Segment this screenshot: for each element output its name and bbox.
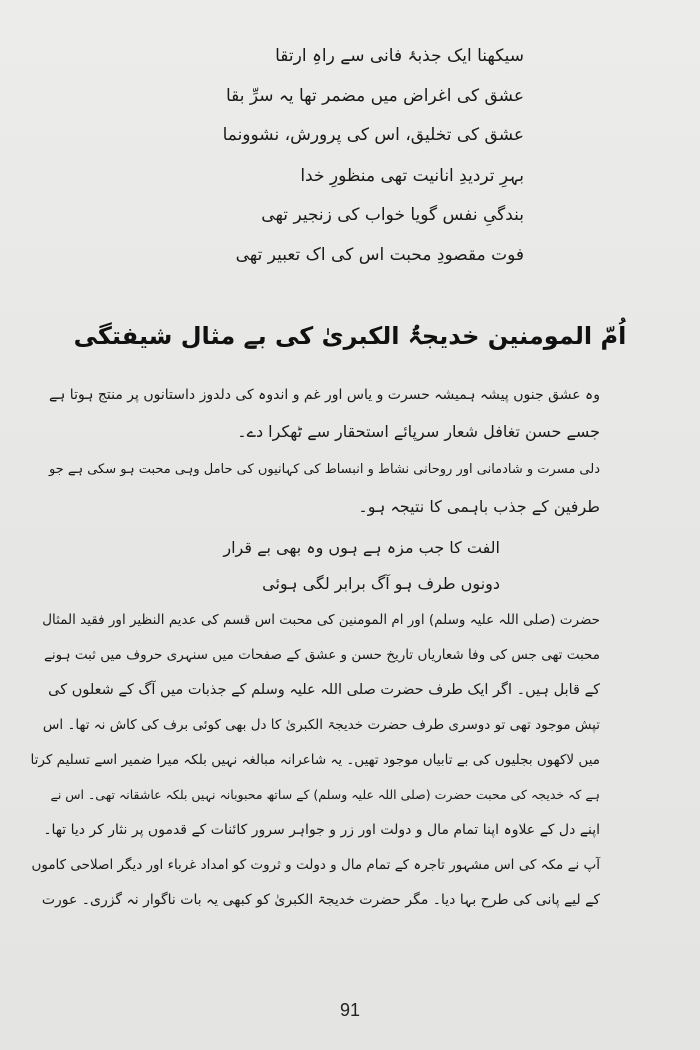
verse-line: فوت مقصودِ محبت اس کی اک تعبیر تھی [235,245,524,265]
section-heading [0,322,700,350]
text-line: وہ عشق جنوں پیشہ ہمیشہ حسرت و یاس اور غم و اندوہ کی دلدوز داستانوں پر منتج ہوتا ہے [48,387,600,403]
text-line: تپش موجود تھی تو دوسری طرف حضرت خدیجۃ الکبریٰ کا دل بھی کوئی برف کی کاش نہ تھا۔ اس [42,717,600,733]
verse-line: سیکھنا ایک جذبۂ فانی سے راہِ ارتقا [275,46,524,66]
text-line: کے لیے پانی کی طرح بہا دیا۔ مگر حضرت خدیجۃ الکبریٰ کو کبھی یہ بات ناگوار نہ گزری۔ عورت [41,892,600,908]
text-line: ہے کہ خدیجہ کی محبت حضرت (صلی اللہ علیہ وسلم) کے ساتھ محبوبانہ نہیں بلکہ عاشقانہ تھی۔ اس نے [50,787,600,802]
text-line: آپ نے مکہ کی اس مشہور تاجرہ کے تمام مال و دولت و ثروت کو امداد غرباء اور دیگر اصلاحی کاموں [31,857,600,873]
page-number: 91 [339,1000,361,1020]
verse-line: الفت کا جب مزہ ہے ہوں وہ بھی بے قرار [223,538,500,557]
verse-line: عشق کی تخلیق، اس کی پرورش، نشوونما [222,125,524,145]
text-line: میں لاکھوں بجلیوں کی بے تابیاں موجود تھیں۔ یہ شاعرانہ مبالغہ نہیں بلکہ میرا ضمیر اسے تسلیم کرتا [30,752,600,768]
text-line: جسے حسن تغافل شعار سرپائے استحقار سے ٹھکرا دے۔ [237,422,600,441]
verse-line: دونوں طرف ہو آگ برابر لگی ہوئی [262,574,500,593]
text-line: حضرت (صلی اللہ علیہ وسلم) اور ام المومنین کی محبت اس قسم کی عدیم النظیر اور فقید المثال [42,612,600,628]
section-heading-text: اُمّ المومنین خدیجۃُ الکبریٰ کی بے مثال شیفتگی [73,322,627,350]
text-line: محبت تھی جس کی وفا شعاریاں تاریخ حسن و عشق کے صفحات میں سنہری حروف میں ثبت ہونے [43,647,600,663]
verse-line: بہرِ تردیدِ انانیت تھی منظورِ خدا [300,166,524,186]
verse-line: بندگیِ نفس گویا خواب کی زنجیر تھی [261,205,524,225]
text-line: کے قابل ہیں۔ اگر ایک طرف حضرت صلی اللہ علیہ وسلم کے جذبات میں آگ کے شعلوں کی [48,682,600,698]
verse-line: عشق کی اغراض میں مضمر تھا یہ سرِّ بقا [225,86,524,106]
text-line: دلی مسرت و شادمانی اور روحانی نشاط و انبساط کی کہانیوں کی حامل وہی محبت ہو سکی ہے جو [48,462,600,477]
text-line: طرفین کے جذب باہمی کا نتیجہ ہو۔ [358,497,600,516]
text-line: اپنے دل کے علاوہ اپنا تمام مال و دولت اور زر و جواہر سرور کائنات کے قدموں پر نثار کر دیا تھا۔ [43,822,600,838]
